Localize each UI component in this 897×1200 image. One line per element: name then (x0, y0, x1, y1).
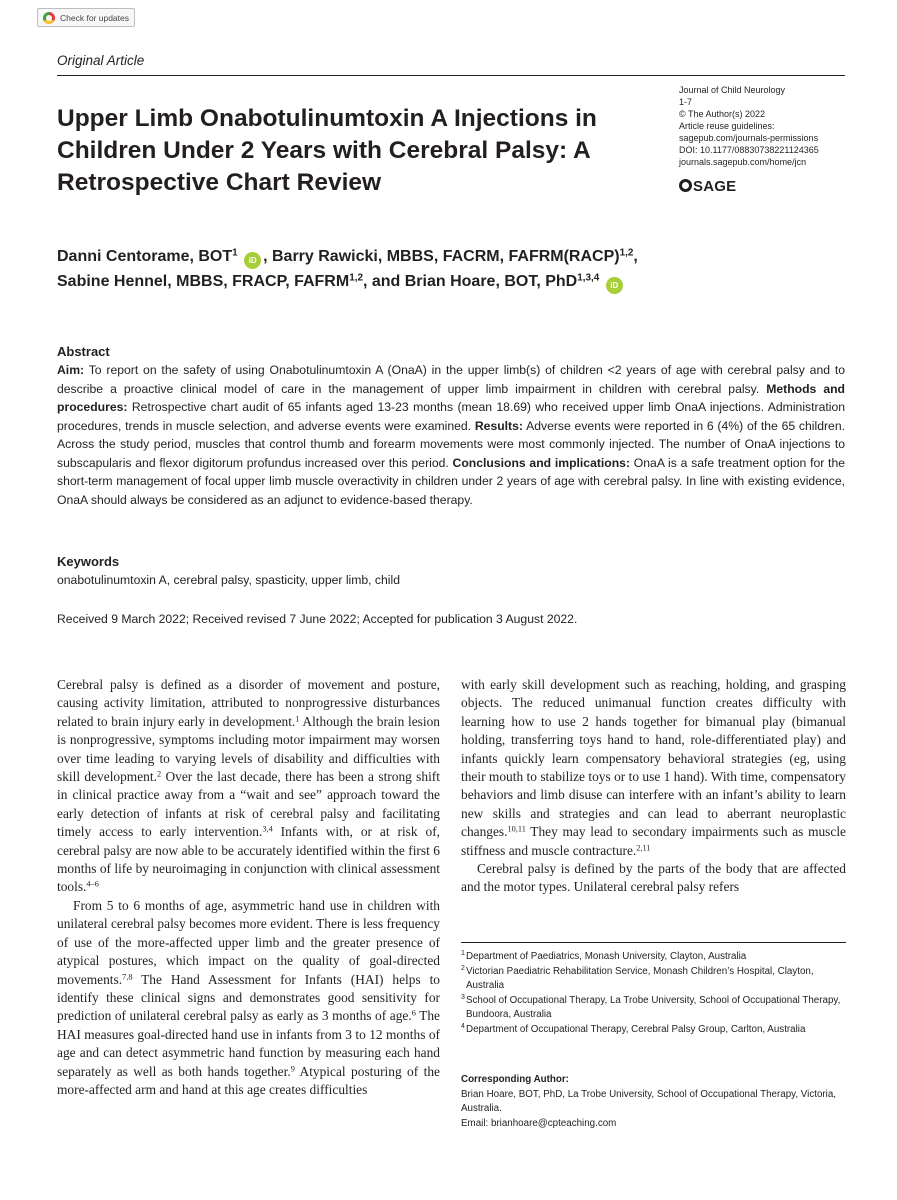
journal-info (679, 84, 849, 168)
citation[interactable]: 10,11 (507, 824, 526, 834)
sage-logo (679, 178, 736, 196)
body-column-left (57, 676, 440, 1099)
copyright: © The Author(s) 2022 (679, 109, 766, 119)
aim-text: To report on the safety of using Onabotulinumtoxin A (OnaA) in the upper limb(s) of children <2 years of age with cerebral palsy and to describe a proactive clinical model of care in the management of upper limb impairment in children with cerebral palsy. (57, 363, 846, 396)
author-affil: 1,2 (619, 247, 634, 259)
conclusions-text: OnaA is a safe treatment option for the short-term management of focal upper limb muscle overactivity in children under 2 years of age with cerebral palsy. In line with existing evidence, OnaA should always be considered as an adjunct to evidence-based therapy. (57, 455, 845, 507)
orcid-icon[interactable]: iD (606, 277, 623, 294)
body-paragraph-3: Cerebral palsy is defined by the parts of the body that are affected and the motor types. Unilateral cerebral palsy refers (461, 861, 846, 895)
author-separator: , and (362, 273, 405, 290)
author-separator: , (263, 248, 272, 265)
reuse-label: Article reuse guidelines: (679, 121, 775, 131)
keywords-text: onabotulinumtoxin A, cerebral palsy, spasticity, upper limb, child (57, 573, 400, 587)
received-dates: Received 9 March 2022; Received revised 7 June 2022; Accepted for publication 3 August 2022. (57, 612, 578, 626)
article-type: Original Article (57, 53, 145, 68)
body-paragraph-2: From 5 to 6 months of age, asymmetric hand use in children with unilateral cerebral palsy becomes more evident. There is less frequency of use of the more-affected upper limb and the greater presence of atypical postures, which impact on the quality of goal-directed movements.$^{7,8}$ The Hand Assessment for Infants (HAI) helps to identify these clinical signs and demonstrates good sensitivity for prediction of unilateral cerebral palsy as early as 3 months of age.$^6$ The HAI measures goal-directed hand use in infants from 3 to 12 months of age and can detect asymmetric hand function by measuring each hand separately as well as both hands together.$^9$ Atypical posturing of the more-affected arm and hand at this age creates difficulties (57, 897, 440, 1097)
affiliation-item: 3 School of Occupational Therapy, La Trobe University, School of Occupational Therapy, Bundoora, Australia (461, 993, 841, 1020)
corresponding-address: Brian Hoare, BOT, PhD, La Trobe University, School of Occupational Therapy, Victoria, Australia. (461, 1088, 836, 1114)
journal-name: Journal of Child Neurology (679, 85, 786, 95)
citation[interactable]: 7,8 (122, 971, 133, 981)
citation[interactable]: 4–6 (86, 879, 99, 889)
author-name: Sabine Hennel, MBBS, FRACP, FAFRM (57, 273, 350, 290)
footnote-rule (461, 942, 846, 943)
corresponding-author (461, 1073, 846, 1131)
paragraph-2-continued-right: with early skill development such as reaching, holding, and grasping objects. The reduced unimanual function creates difficulty with learning how to use 2 hands together for bimanual play (bimanual holding, transferring toys hand to hand, role-differentiated play) and infants quickly learn compensatory behavioral strategies (eg, using their mouth to stabilize toys or to use 1 hand). With time, compensatory behaviors and limb disuse can interfere with an infant’s ability to learn new skills and strategies and can lead to aberrant neuroplastic changes. (461, 677, 846, 840)
author-line-1 (57, 244, 847, 269)
affiliation-item: 1 Department of Paediatrics, Monash University, Clayton, Australia (461, 950, 747, 962)
abstract-heading: Abstract (57, 344, 110, 359)
sage-logo-text: SAGE (693, 178, 737, 195)
affiliations (461, 950, 846, 1037)
author-affil: 1 (232, 247, 238, 259)
results-label: Results: (474, 418, 523, 433)
article-title: Upper Limb Onabotulinumtoxin A Injections in Children Under 2 Years with Cerebral Palsy: A Retrospective Chart Review (57, 105, 597, 196)
doi[interactable]: DOI: 10.1177/08830738221124365 (679, 145, 819, 155)
methods-text: Retrospective chart audit of 65 infants aged 13-23 months (mean 18.69) who received upper limb OnaA injections. Administration procedures, trends in muscle selection, and adverse events were examined. (57, 400, 845, 433)
author-affil: 1,2 (349, 272, 363, 284)
body-column-right (461, 676, 846, 897)
check-for-updates-label: Check for updates (60, 13, 129, 23)
journal-home-link[interactable]: journals.sagepub.com/home/jcn (679, 157, 807, 167)
results-text: Adverse events were reported in 6 (4%) of the 65 children. Across the study period, muscles that control thumb and forearm movements were most commonly injected. The number of OnaA injections to subscapularis and flexor digitorum profundus increased over this period. (57, 418, 846, 470)
citation[interactable]: 2,11 (636, 843, 651, 853)
author-name: Danni Centorame, BOT (57, 248, 233, 265)
author-name: Brian Hoare, BOT, PhD (404, 273, 578, 290)
citation[interactable]: 2 (156, 769, 162, 779)
paragraph-2-continued-left: Atypical posturing of the more-affected arm and hand at this age creates difficulties (57, 1063, 440, 1097)
orcid-icon[interactable]: iD (244, 252, 261, 269)
author-list (57, 244, 847, 294)
author-separator: , (633, 248, 638, 265)
author-affil: 1,3,4 (577, 272, 600, 284)
body-paragraph-1: Cerebral palsy is defined as a disorder of movement and posture, causing activity limitation, attributed to nonprogressive disturbances related to brain injury early in development.$^1$ Although the brain lesion is nonprogressive, symptoms including motor impairment may worsen over time leading to varying levels of disability and difficulties with skill development.$^2$ Over the last decade, there has been a strong shift in clinical practice away from a “wait and see” approach toward the early detection of infants at risk of cerebral palsy and facilitating timely access to early intervention.$^{3,4}$ Infants with, or at risk of, cerebral palsy are now able to be accurately identified within the first 6 months of life by neuroimaging in conjunction with clinical assessment tools.$^{4-6}$ (57, 677, 440, 895)
crossmark-icon (43, 12, 55, 24)
check-for-updates-button[interactable] (37, 8, 135, 27)
author-name: Barry Rawicki, MBBS, FACRM, FAFRM(RACP) (272, 248, 620, 265)
abstract (57, 343, 845, 509)
reuse-link[interactable]: sagepub.com/journals-permissions (679, 133, 819, 143)
header-rule (57, 75, 845, 76)
keywords (57, 553, 845, 590)
citation[interactable]: 3,4 (262, 824, 273, 834)
citation[interactable]: 9 (290, 1063, 295, 1073)
keywords-heading: Keywords (57, 554, 120, 569)
methods-label: Methods and procedures: (57, 381, 846, 414)
sage-logo-icon (679, 179, 692, 192)
conclusions-label: Conclusions and implications: (452, 455, 631, 470)
affiliation-item: 2 Victorian Paediatric Rehabilitation Service, Monash Children’s Hospital, Clayton, Australia (461, 964, 814, 991)
author-line-2 (57, 269, 847, 294)
abstract-text (57, 361, 845, 509)
citation[interactable]: 6 (411, 1008, 416, 1018)
aim-label: Aim: (57, 363, 85, 377)
affiliation-item: 4 Department of Occupational Therapy, Cerebral Palsy Group, Carlton, Australia (461, 1022, 806, 1035)
journal-pages: 1-7 (679, 97, 693, 107)
corresponding-heading: Corresponding Author: (461, 1074, 569, 1085)
corresponding-email[interactable]: Email: brianhoare@cpteaching.com (461, 1117, 617, 1129)
body-paragraph-2-continued: with early skill development such as reaching, holding, and grasping objects. The reduced unimanual function creates difficulty with learning how to use 2 hands together for bimanual play (bimanual holding, transferring toys hand to hand, role-differentiated play) and infants quickly learn compensatory behavioral strategies (eg, using their mouth to stabilize toys or to use 1 hand). With time, compensatory behaviors and limb disuse can interfere with an infant’s ability to learn new skills and strategies and can lead to aberrant neuroplastic changes.$^{10,11}$ They may lead to secondary impairments such as muscle stiffness and muscle contracture.$^{2,11}$ (461, 677, 846, 858)
citation[interactable]: 1 (295, 714, 300, 724)
